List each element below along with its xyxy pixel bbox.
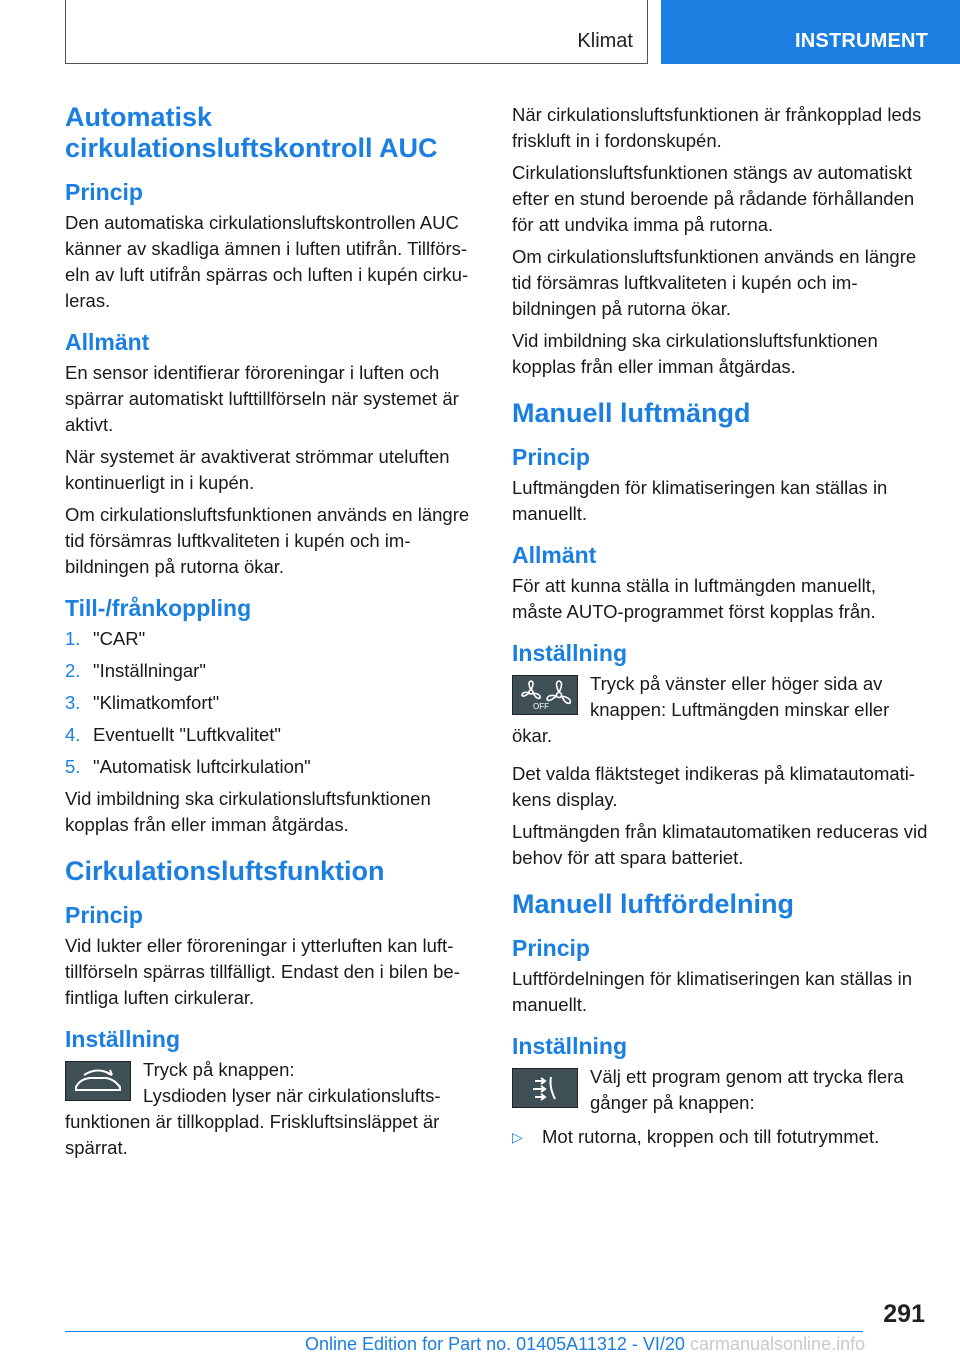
list-item: 5. "Automatisk luftcirkulation": [65, 756, 311, 777]
till-text: Vid imbildning ska cirkulationsluftsfunktionen kopplas från eller imman åtgärdas.: [65, 788, 431, 835]
cirk-off-text: När cirkulationsluftsfunktionen är frånkopplad leds friskluft in i fordonskupén.: [512, 104, 922, 151]
cirk-inst-heading: Inställning: [65, 1026, 180, 1052]
fan-off-label: OFF: [533, 702, 549, 711]
manuell-princip-heading: Princip: [512, 444, 590, 470]
manuell-inst-text-1: Tryck på vänster eller höger sida av knappen: Luftmängden minskar eller ökar.: [512, 673, 890, 746]
cirk-fog-text: Vid imbildning ska cirkulationsluftsfunktionen kopplas från eller imman åtgärdas.: [512, 330, 878, 377]
list-item: 1. "CAR": [65, 628, 146, 649]
watermark: carmanualsonline.info: [690, 1334, 866, 1354]
auc-title: Automatisk cirkulationsluftskontroll AUC: [65, 102, 438, 163]
auc-princip-heading: Princip: [65, 179, 143, 205]
recirculation-button-icon: [65, 1061, 131, 1101]
manuell-allmant-heading: Allmänt: [512, 542, 597, 568]
manuell-allmant-text: För att kunna ställa in luftmängden manuellt, måste AUTO-programmet först kopplas från.: [512, 575, 877, 622]
fan-button-icon: [512, 675, 578, 715]
auc-allmant-text-3: Om cirkulationsluftsfunktionen används en längre tid försämras luftkvaliteten i kupén och imbildningen på rutorna ökar.: [65, 504, 470, 577]
auc-allmant-text-2: När systemet är avaktiverat strömmar uteluften kontinuerligt in i kupén.: [65, 446, 450, 493]
section-title: Klimat: [577, 30, 633, 52]
right-column: [512, 102, 930, 1150]
chapter-tab[interactable]: [661, 0, 960, 64]
manuell-inst-heading: Inställning: [512, 640, 627, 666]
list-item: 3. "Klimatkomfort": [65, 692, 220, 713]
auc-princip-text: Den automatiska cirkulationsluftskontrollen AUC känner av skadliga ämnen i luften utifrån. Tillförseln av luft utifrån spärras och luften i kupén cirkuleras.: [65, 212, 469, 311]
list-item: ▷ Mot rutorna, kroppen och till fotutrymmet.: [512, 1124, 930, 1150]
manuell-inst-text-3: Luftmängden från klimatautomatiken reduceras vid behov för att spara batteriet.: [512, 821, 928, 868]
cirk-long-use-text: Om cirkulationsluftsfunktionen används en längre tid försämras luftkvaliteten i kupén och imbildningen på rutorna ökar.: [512, 246, 917, 319]
cirk-title: Cirkulationsluftsfunktion: [65, 856, 385, 886]
header-section-box: [65, 0, 648, 64]
fordel-title: Manuell luftfördelning: [512, 889, 794, 919]
triangle-bullet-icon: ▷: [512, 1129, 523, 1145]
till-steps: [65, 626, 480, 780]
manuell-inst-text-2: Det valda fläktsteget indikeras på klimatautomatikens display.: [512, 763, 916, 810]
manuell-princip-text: Luftmängden för klimatiseringen kan ställas in manuellt.: [512, 477, 888, 524]
footer-divider: [65, 1331, 863, 1332]
fordel-inst-text: Välj ett program genom att trycka flera gånger på knappen:: [590, 1066, 904, 1113]
list-item: 2. "Inställningar": [65, 660, 206, 681]
fordel-inst-block: [512, 1064, 930, 1116]
fordel-bullets: [512, 1124, 930, 1150]
fordel-princip-text: Luftfördelningen för klimatiseringen kan ställas in manuellt.: [512, 968, 913, 1015]
till-heading: Till-/frånkoppling: [65, 595, 252, 621]
chapter-title: INSTRUMENT: [795, 30, 929, 52]
cirk-inst-text-2: Lysdioden lyser när cirkulationsluftsfunktionen är tillkopplad. Friskluftsinsläppet är spärrat.: [65, 1085, 441, 1158]
manuell-title: Manuell luftmängd: [512, 398, 751, 428]
manuell-inst-block: [512, 671, 930, 749]
footer-edition: Online Edition for Part no. 01405A11312 - VI/20: [305, 1334, 685, 1354]
cirk-inst-block: [65, 1057, 480, 1161]
list-item: 4. Eventuellt "Luftkvalitet": [65, 724, 281, 745]
auc-allmant-text-1: En sensor identifierar föroreningar i luften och spärrar automatiskt lufttillförseln när systemet är aktivt.: [65, 362, 459, 435]
page-number: 291: [883, 1300, 925, 1328]
fordel-princip-heading: Princip: [512, 935, 590, 961]
cirk-princip-text: Vid lukter eller föroreningar i ytterluften kan lufttillförseln spärras tillfälligt. Endast den i bilen befintliga luften cirkulerar.: [65, 935, 460, 1008]
cirk-princip-heading: Princip: [65, 902, 143, 928]
fordel-inst-heading: Inställning: [512, 1033, 627, 1059]
cirk-inst-text-1: Tryck på knappen:: [143, 1059, 295, 1080]
air-distribution-button-icon: [512, 1068, 578, 1108]
left-column: [65, 102, 480, 1167]
cirk-auto-off-text: Cirkulationsluftsfunktionen stängs av automatiskt efter en stund beroende på rådande förhållanden för att undvika imma på rutorna.: [512, 162, 915, 235]
auc-allmant-heading: Allmänt: [65, 329, 150, 355]
